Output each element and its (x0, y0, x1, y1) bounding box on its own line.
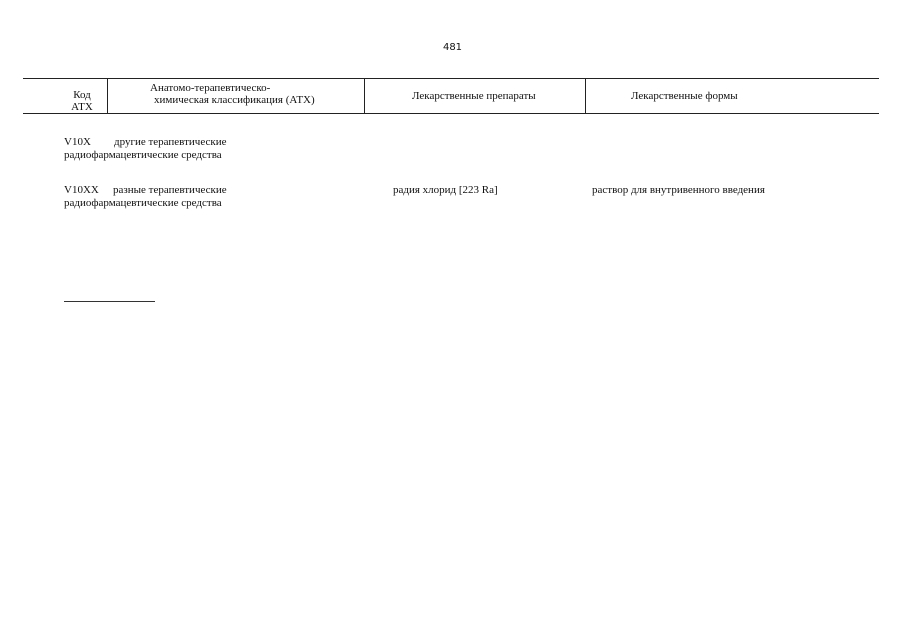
table-header-top-rule (23, 78, 879, 79)
classification-name: разные терапевтические (113, 184, 227, 196)
table-row (64, 136, 226, 162)
header-classification (150, 82, 315, 106)
column-divider-3 (585, 78, 586, 113)
column-divider-1 (107, 78, 108, 113)
dosage-form: раствор для внутривенного введения (592, 184, 765, 196)
classification-name-continued: радиофармацевтические средства (64, 197, 222, 209)
header-classification-line2: химическая классификация (АТХ) (154, 94, 315, 106)
header-forms: Лекарственные формы (631, 90, 738, 102)
classification-name: другие терапевтические (114, 136, 227, 148)
table-header-bottom-rule (23, 113, 879, 114)
page-number: 481 (442, 42, 463, 53)
header-code (66, 89, 98, 113)
table-row (64, 184, 227, 210)
atc-code: V10X (64, 136, 91, 148)
header-code-line2: АТХ (71, 101, 93, 113)
column-divider-2 (364, 78, 365, 113)
footnote-separator (64, 301, 155, 302)
header-classification-line1: Анатомо-терапевтическо- (150, 82, 271, 94)
classification-name-continued: радиофармацевтические средства (64, 149, 222, 161)
atc-code: V10XX (64, 184, 99, 196)
drug-name: радия хлорид [223 Ra] (393, 184, 498, 196)
header-drugs: Лекарственные препараты (412, 90, 536, 102)
header-code-line1: Код (73, 89, 91, 101)
